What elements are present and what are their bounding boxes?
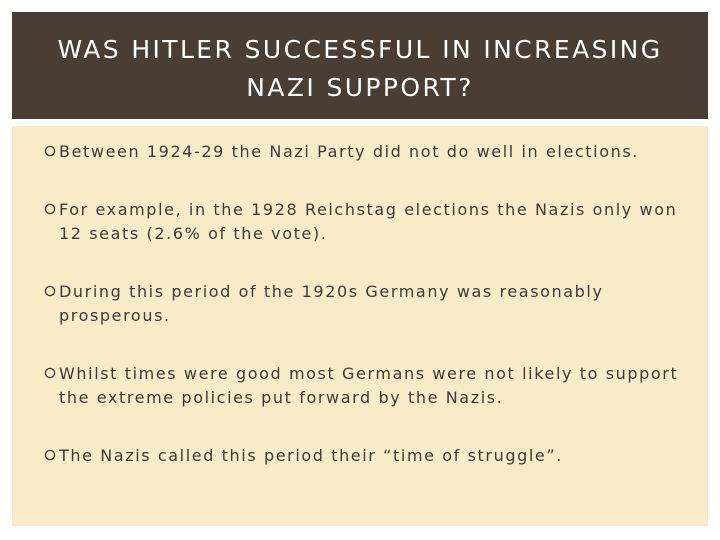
bullet-item <box>44 444 708 468</box>
bullet-text: Whilst times were good most Germans were not likely to support the extreme policies put forward by the Nazis. <box>59 364 679 407</box>
circle-bullet-icon <box>44 367 56 379</box>
bullet-item <box>44 140 708 164</box>
bullet-text: Between 1924-29 the Nazi Party did not do well in elections. <box>59 142 639 161</box>
slide-title: WAS HITLER SUCCESSFUL IN INCREASING NAZI SUPPORT? <box>57 34 663 102</box>
bullet-text: During this period of the 1920s Germany was reasonably prosperous. <box>59 282 604 325</box>
circle-bullet-icon <box>44 285 56 297</box>
content-panel <box>12 126 708 526</box>
circle-bullet-icon <box>44 145 56 157</box>
title-bar <box>12 12 708 119</box>
bullet-item <box>44 198 708 246</box>
bullet-item <box>44 362 708 410</box>
bullet-text: The Nazis called this period their “time of struggle”. <box>59 446 563 465</box>
bullet-item <box>44 280 708 328</box>
circle-bullet-icon <box>44 203 56 215</box>
circle-bullet-icon <box>44 449 56 461</box>
bullet-text: For example, in the 1928 Reichstag elections the Nazis only won 12 seats (2.6% of the vote). <box>59 200 678 243</box>
bullet-list <box>44 140 708 468</box>
